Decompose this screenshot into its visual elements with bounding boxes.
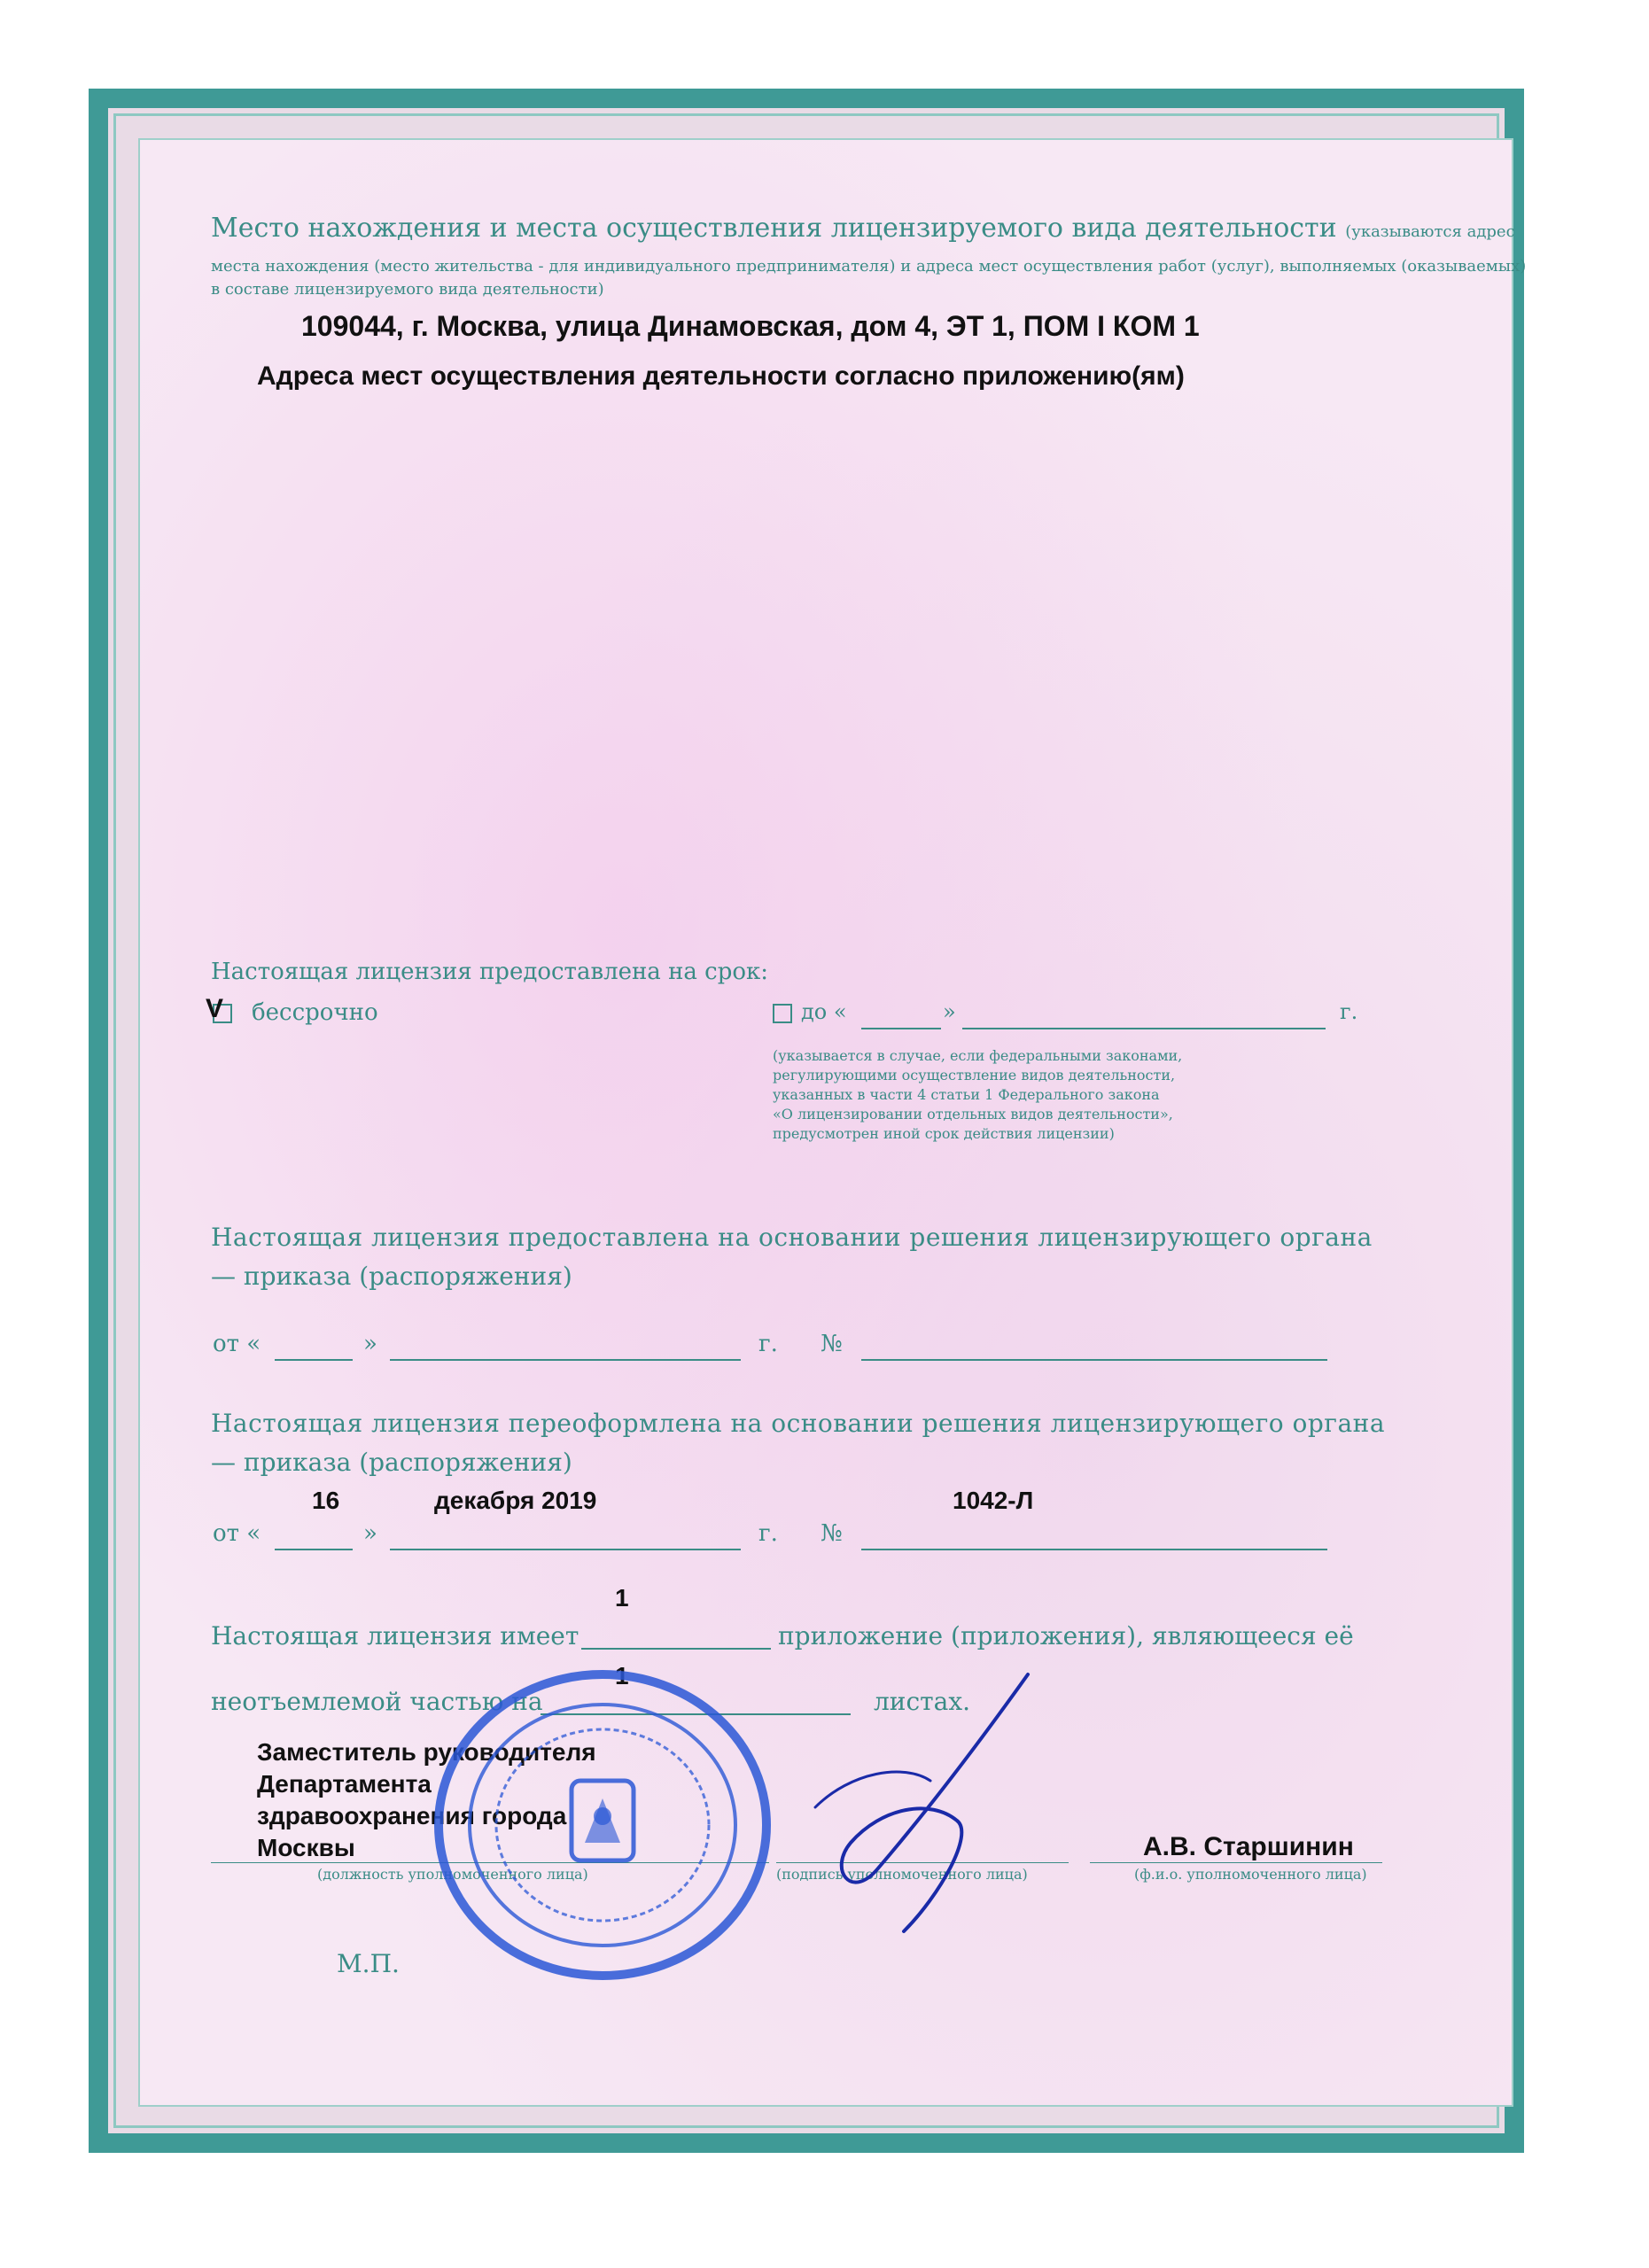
caption-signature: (подпись уполномоченного лица) [776, 1866, 1028, 1883]
term-note-2: регулирующими осуществление видов деятельности, [773, 1067, 1176, 1084]
address-main: 109044, г. Москва, улица Динамовская, дом 4, ЭТ 1, ПОМ I КОМ 1 [301, 310, 1200, 342]
until-checkbox [773, 1004, 792, 1023]
basis-close: » [363, 1331, 377, 1357]
basis-number-line [861, 1359, 1327, 1361]
reissue-line1: Настоящая лицензия переоформлена на основании решения лицензирующего органа [211, 1409, 1386, 1438]
check-mark: V [206, 994, 224, 1023]
header-note-line3: в составе лицензируемого вида деятельности) [211, 280, 604, 299]
basis-line1: Настоящая лицензия предоставлена на основании решения лицензирующего органа [211, 1223, 1373, 1252]
caption-position: (должность уполномоченного лица) [317, 1866, 588, 1883]
until-date-line [962, 1028, 1326, 1029]
header-title: Место нахождения и места осуществления лицензируемого вида деятельности (указываются адрес [211, 213, 1515, 244]
term-note-1: (указывается в случае, если федеральными законами, [773, 1047, 1183, 1064]
appendix-count-line [581, 1648, 771, 1650]
appendix-line2-b: листах. [874, 1687, 971, 1716]
term-label: Настоящая лицензия предоставлена на срок: [211, 959, 769, 985]
reissue-order-number: 1042-Л [953, 1487, 1034, 1514]
reissue-line2: — приказа (распоряжения) [211, 1448, 572, 1477]
reissue-number-line [861, 1549, 1327, 1550]
reissue-close: » [363, 1520, 377, 1547]
basis-from: от « [213, 1331, 261, 1357]
appendix-line1-b: приложение (приложения), являющееся её [778, 1621, 1354, 1651]
until-mid: » [943, 999, 956, 1024]
reissue-number: № [821, 1520, 843, 1547]
appendix-sheets: 1 [615, 1662, 629, 1689]
reissue-from: от « [213, 1520, 261, 1547]
reissue-month-year: декабря 2019 [434, 1487, 597, 1514]
header-note: (указываются адрес [1345, 222, 1515, 241]
appendix-line2-a: неотъемлемой частью на [211, 1687, 543, 1716]
term-note-4: «О лицензировании отдельных видов деятельности», [773, 1106, 1173, 1122]
reissue-year: г. [758, 1520, 778, 1547]
basis-year: г. [758, 1331, 778, 1357]
appendix-count: 1 [615, 1584, 629, 1612]
header-note-line2: места нахождения (место жительства - для индивидуального предпринимателя) и адреса мест осуществления работ (услуг), выполняемых (оказываемых) [211, 257, 1527, 276]
reissue-day: 16 [312, 1487, 340, 1514]
signer-position: Заместитель руководителя Департамента здравоохранения города Москвы [257, 1738, 596, 1861]
official-stamp-icon [425, 1666, 780, 1984]
address-note: Адреса мест осуществления деятельности согласно приложению(ям) [257, 361, 1185, 391]
basis-date-line [390, 1359, 741, 1361]
signature-icon [797, 1666, 1063, 1949]
until-day-line [861, 1028, 941, 1029]
term-note-5: предусмотрен иной срок действия лицензии) [773, 1125, 1115, 1142]
name-line [1090, 1862, 1382, 1863]
reissue-day-line [275, 1549, 353, 1550]
basis-line2: — приказа (распоряжения) [211, 1262, 572, 1291]
basis-number: № [821, 1331, 843, 1357]
reissue-date-line [390, 1549, 741, 1550]
basis-day-line [275, 1359, 353, 1361]
unlimited-label: бессрочно [252, 999, 378, 1026]
appendix-line1-a: Настоящая лицензия имеет [211, 1621, 579, 1651]
until-year: г. [1340, 999, 1358, 1024]
signer-name: А.В. Старшинин [1143, 1832, 1354, 1861]
term-note-3: указанных в части 4 статьи 1 Федерального закона [773, 1086, 1160, 1103]
caption-name: (ф.и.о. уполномоченного лица) [1134, 1866, 1367, 1883]
seal-place-label: М.П. [337, 1949, 400, 1978]
until-prefix: до « [801, 999, 847, 1024]
